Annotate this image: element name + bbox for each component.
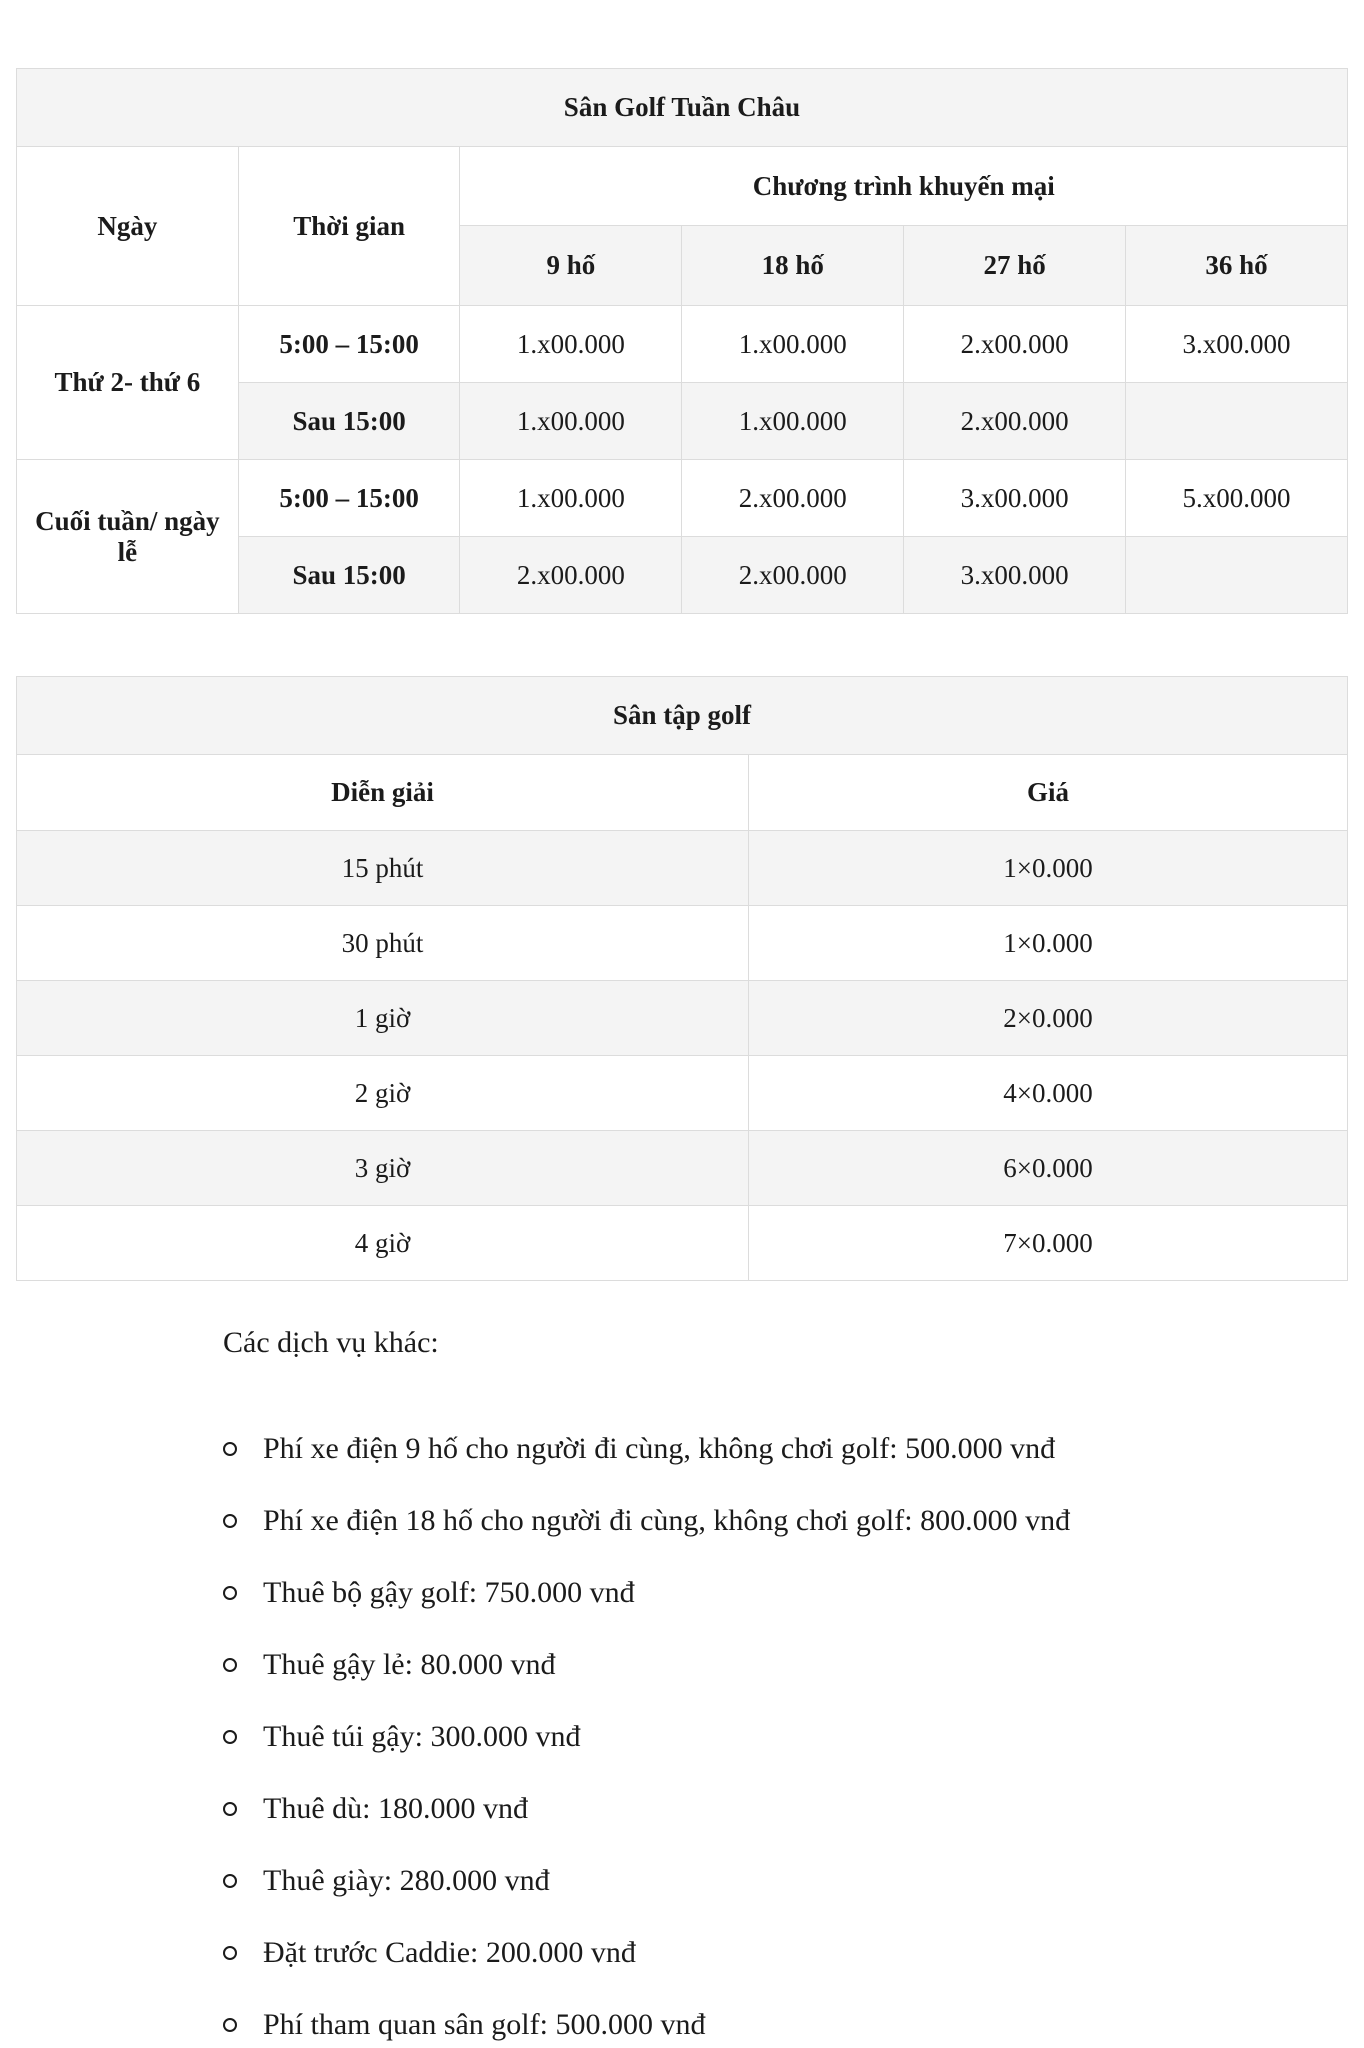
- table-row: [17, 1131, 1348, 1206]
- price-cell: 3.x00.000: [904, 537, 1126, 614]
- table1-header-row: [17, 147, 1348, 226]
- price-cell: 4×0.000: [749, 1056, 1348, 1131]
- other-services-heading: Các dịch vụ khác:: [223, 1326, 439, 1359]
- time-cell: 5:00 – 15:00: [238, 460, 460, 537]
- service-text: Thuê gậy lẻ: 80.000 vnđ: [263, 1648, 556, 1681]
- list-item: [263, 1433, 1348, 1465]
- time-cell: Sau 15:00: [238, 383, 460, 460]
- duration-cell: 1 giờ: [17, 981, 749, 1056]
- duration-cell: 3 giờ: [17, 1131, 749, 1206]
- column-header-time: Thời gian: [238, 147, 460, 306]
- column-header-9-holes: 9 hố: [460, 226, 682, 306]
- price-cell: 5.x00.000: [1126, 460, 1348, 537]
- price-cell: 7×0.000: [749, 1206, 1348, 1281]
- time-cell: 5:00 – 15:00: [238, 306, 460, 383]
- price-cell: 1.x00.000: [460, 306, 682, 383]
- circle-bullet-icon: [223, 1802, 237, 1816]
- list-item: [263, 1937, 1348, 1969]
- column-header-36-holes: 36 hố: [1126, 226, 1348, 306]
- table-row: [17, 1206, 1348, 1281]
- circle-bullet-icon: [223, 1730, 237, 1744]
- table-row: [17, 831, 1348, 906]
- table-row: [17, 1056, 1348, 1131]
- circle-bullet-icon: [223, 1586, 237, 1600]
- price-cell: 3.x00.000: [1126, 306, 1348, 383]
- column-header-day: Ngày: [17, 147, 239, 306]
- price-cell: 1×0.000: [749, 906, 1348, 981]
- circle-bullet-icon: [223, 1442, 237, 1456]
- table2-title-row: [17, 677, 1348, 755]
- price-cell: 2×0.000: [749, 981, 1348, 1056]
- price-cell: 1.x00.000: [682, 306, 904, 383]
- column-header-27-holes: 27 hố: [904, 226, 1126, 306]
- price-cell: 2.x00.000: [682, 460, 904, 537]
- table-row: [17, 306, 1348, 383]
- circle-bullet-icon: [223, 1874, 237, 1888]
- table-row: [17, 460, 1348, 537]
- table-row: [17, 906, 1348, 981]
- duration-cell: 4 giờ: [17, 1206, 749, 1281]
- list-item: [263, 1793, 1348, 1825]
- list-item: [263, 1649, 1348, 1681]
- table2-title: Sân tập golf: [17, 677, 1348, 755]
- table1-title-row: [17, 69, 1348, 147]
- price-cell: 1.x00.000: [682, 383, 904, 460]
- other-services-list: [16, 1433, 1348, 2041]
- list-item: [263, 1721, 1348, 1753]
- price-cell: 1.x00.000: [460, 383, 682, 460]
- price-cell: [1126, 383, 1348, 460]
- column-header-promotion: Chương trình khuyến mại: [460, 147, 1348, 226]
- duration-cell: 2 giờ: [17, 1056, 749, 1131]
- service-text: Thuê giày: 280.000 vnđ: [263, 1864, 550, 1897]
- column-header-price: Giá: [749, 755, 1348, 831]
- service-text: Thuê bộ gậy golf: 750.000 vnđ: [263, 1576, 635, 1609]
- table1-title: Sân Golf Tuần Châu: [17, 69, 1348, 147]
- service-text: Thuê dù: 180.000 vnđ: [263, 1792, 528, 1825]
- column-header-description: Diễn giải: [17, 755, 749, 831]
- circle-bullet-icon: [223, 1514, 237, 1528]
- list-item: [263, 2009, 1348, 2041]
- price-cell: 1.x00.000: [460, 460, 682, 537]
- price-cell: 3.x00.000: [904, 460, 1126, 537]
- service-text: Thuê túi gậy: 300.000 vnđ: [263, 1720, 581, 1753]
- list-item: [263, 1865, 1348, 1897]
- time-cell: Sau 15:00: [238, 537, 460, 614]
- day-cell-weekday: Thứ 2- thứ 6: [17, 306, 239, 460]
- service-text: Đặt trước Caddie: 200.000 vnđ: [263, 1936, 636, 1969]
- list-item: [263, 1577, 1348, 1609]
- circle-bullet-icon: [223, 2018, 237, 2032]
- duration-cell: 30 phút: [17, 906, 749, 981]
- service-text: Phí xe điện 9 hố cho người đi cùng, không chơi golf: 500.000 vnđ: [263, 1432, 1056, 1465]
- column-header-18-holes: 18 hố: [682, 226, 904, 306]
- day-cell-weekend: Cuối tuần/ ngày lễ: [17, 460, 239, 614]
- price-cell: 6×0.000: [749, 1131, 1348, 1206]
- table2-header-row: [17, 755, 1348, 831]
- circle-bullet-icon: [223, 1658, 237, 1672]
- golf-course-price-table: [16, 68, 1348, 614]
- service-text: Phí tham quan sân golf: 500.000 vnđ: [263, 2008, 706, 2041]
- price-cell: 2.x00.000: [904, 306, 1126, 383]
- list-item: [263, 1505, 1348, 1537]
- driving-range-price-table: [16, 676, 1348, 1281]
- price-cell: [1126, 537, 1348, 614]
- price-cell: 1×0.000: [749, 831, 1348, 906]
- price-cell: 2.x00.000: [682, 537, 904, 614]
- circle-bullet-icon: [223, 1946, 237, 1960]
- service-text: Phí xe điện 18 hố cho người đi cùng, không chơi golf: 800.000 vnđ: [263, 1504, 1071, 1537]
- price-cell: 2.x00.000: [460, 537, 682, 614]
- duration-cell: 15 phút: [17, 831, 749, 906]
- price-cell: 2.x00.000: [904, 383, 1126, 460]
- table-row: [17, 981, 1348, 1056]
